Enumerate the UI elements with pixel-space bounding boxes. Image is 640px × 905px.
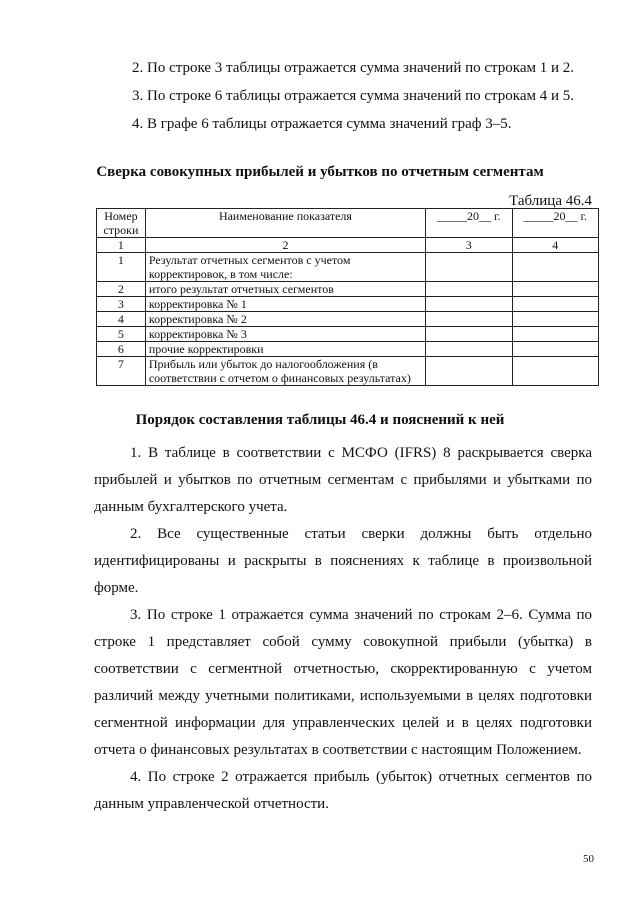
column-number: 1 xyxy=(97,238,146,253)
list-item: 4. В графе 6 таблицы отражается сумма значений граф 3–5. xyxy=(132,116,512,132)
row-value-cell xyxy=(512,312,599,327)
row-value-cell xyxy=(512,297,599,312)
row-number: 5 xyxy=(97,327,146,342)
row-name: корректировка № 3 xyxy=(145,327,425,342)
row-name: Результат отчетных сегментов с учетом корректировок, в том числе: xyxy=(145,253,425,282)
row-value-cell xyxy=(426,253,512,282)
table-header-row xyxy=(97,209,599,238)
row-name: корректировка № 1 xyxy=(145,297,425,312)
paragraph: 3. По строке 1 отражается сумма значений по строкам 2–6. Сумма по строке 1 представляет собой сумму совокупной прибыли (убытка) в соответствии с сегментной отчетностью, скорректированную с учетом различий между учетными политиками, используемыми в целях подготовки сегментной информации для управленческих целей и в целях подготовки отчета о финансовых результатах в соответствии с настоящим Положением. xyxy=(94,607,592,758)
row-number: 1 xyxy=(97,253,146,282)
row-value-cell xyxy=(512,357,599,386)
page-number: 50 xyxy=(583,853,594,865)
row-number: 7 xyxy=(97,357,146,386)
row-value-cell xyxy=(426,327,512,342)
header-year-1: _____20__ г. xyxy=(426,209,512,238)
row-value-cell xyxy=(512,282,599,297)
reconciliation-table xyxy=(96,208,599,386)
row-value-cell xyxy=(426,342,512,357)
table-row xyxy=(97,312,599,327)
table-row xyxy=(97,327,599,342)
list-item: 3. По строке 6 таблицы отражается сумма значений по строкам 4 и 5. xyxy=(132,88,575,104)
table-label: Таблица 46.4 xyxy=(509,193,592,209)
column-number-row xyxy=(97,238,599,253)
section-title: Сверка совокупных прибылей и убытков по отчетным сегментам xyxy=(96,164,544,180)
row-value-cell xyxy=(426,297,512,312)
list-item: 2. По строке 3 таблицы отражается сумма значений по строкам 1 и 2. xyxy=(132,60,575,76)
row-name: корректировка № 2 xyxy=(145,312,425,327)
column-number: 3 xyxy=(426,238,512,253)
row-value-cell xyxy=(512,342,599,357)
row-value-cell xyxy=(512,327,599,342)
column-number: 4 xyxy=(512,238,599,253)
row-number: 4 xyxy=(97,312,146,327)
paragraph: 1. В таблице в соответствии с МСФО (IFRS) 8 раскрывается сверка прибылей и убытков по отчетным сегментам с прибылями и убытками по данным бухгалтерского учета. xyxy=(94,445,592,515)
header-row-number: Номер строки xyxy=(97,209,146,238)
row-number: 6 xyxy=(97,342,146,357)
row-value-cell xyxy=(426,312,512,327)
row-number: 3 xyxy=(97,297,146,312)
table-row xyxy=(97,357,599,386)
row-number: 2 xyxy=(97,282,146,297)
row-value-cell xyxy=(426,357,512,386)
row-name: Прибыль или убыток до налогообложения (в соответствии с отчетом о финансовых результатах) xyxy=(145,357,425,386)
subtitle: Порядок составления таблицы 46.4 и пояснений к ней xyxy=(135,412,505,428)
row-name: прочие корректировки xyxy=(145,342,425,357)
row-value-cell xyxy=(512,253,599,282)
table-row xyxy=(97,297,599,312)
table-row xyxy=(97,253,599,282)
header-year-2: _____20__ г. xyxy=(512,209,599,238)
table-row xyxy=(97,342,599,357)
row-value-cell xyxy=(426,282,512,297)
header-indicator-name: Наименование показателя xyxy=(145,209,425,238)
column-number: 2 xyxy=(145,238,425,253)
paragraph: 4. По строке 2 отражается прибыль (убыток) отчетных сегментов по данным управленческой отчетности. xyxy=(94,769,592,812)
paragraph: 2. Все существенные статьи сверки должны быть отдельно идентифицированы и раскрыты в пояснениях к таблице в произвольной форме. xyxy=(94,526,592,596)
row-name: итого результат отчетных сегментов xyxy=(145,282,425,297)
table-row xyxy=(97,282,599,297)
